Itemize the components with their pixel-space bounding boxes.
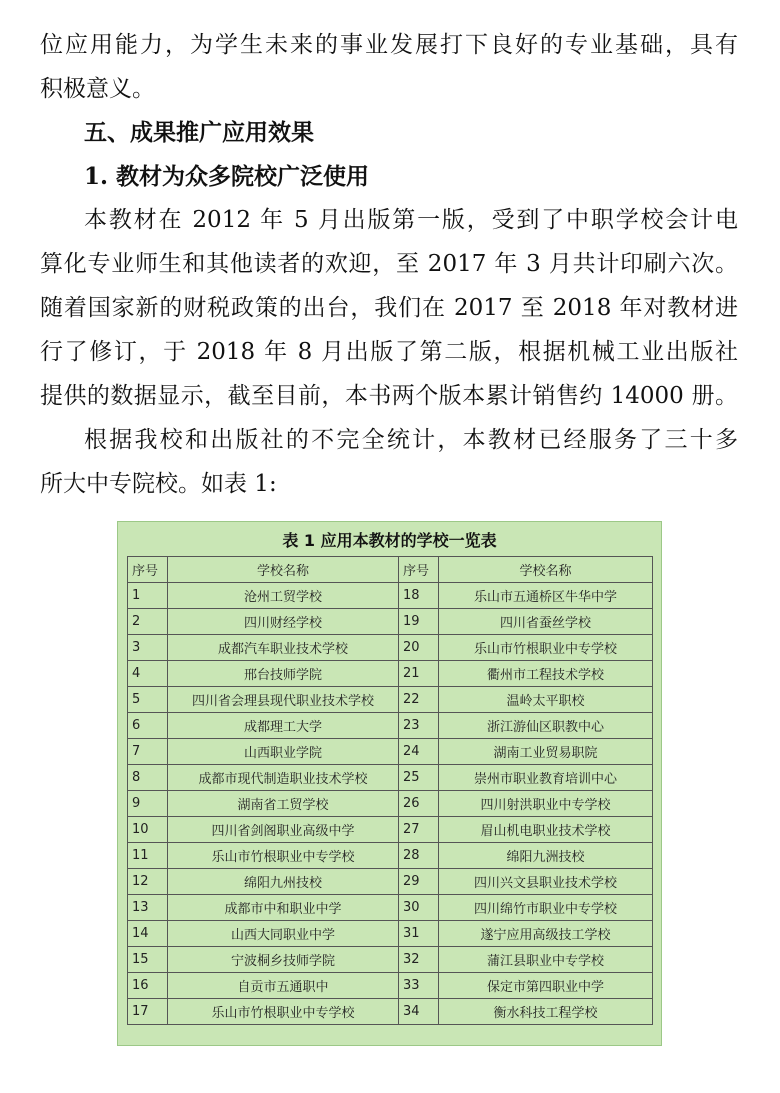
school-name-cell: 四川兴文县职业技术学校 [439, 869, 653, 895]
table-row [128, 791, 653, 817]
table-row [128, 869, 653, 895]
paragraph-line: 积极意义。 [40, 76, 155, 102]
row-number-cell: 28 [399, 843, 439, 869]
row-number-cell: 31 [399, 921, 439, 947]
table-title: 表 1 应用本教材的学校一览表 [282, 531, 497, 550]
row-number-cell: 7 [128, 739, 168, 765]
row-number-cell: 34 [399, 999, 439, 1025]
row-number-cell: 29 [399, 869, 439, 895]
table-row [128, 843, 653, 869]
school-name-cell: 山西职业学院 [168, 739, 399, 765]
header-number: 序号 [399, 557, 439, 583]
school-name-cell: 眉山机电职业技术学校 [439, 817, 653, 843]
row-number-cell: 6 [128, 713, 168, 739]
school-name-cell: 沧州工贸学校 [168, 583, 399, 609]
row-number-cell: 10 [128, 817, 168, 843]
paragraph-line: 所大中专院校。如表 1: [40, 471, 277, 497]
row-number-cell: 32 [399, 947, 439, 973]
school-name-cell: 四川射洪职业中专学校 [439, 791, 653, 817]
school-name-cell: 邢台技师学院 [168, 661, 399, 687]
section-heading: 五、成果推广应用效果 [84, 119, 314, 146]
school-name-cell: 衡水科技工程学校 [439, 999, 653, 1025]
row-number-cell: 4 [128, 661, 168, 687]
school-name-cell: 山西大同职业中学 [168, 921, 399, 947]
row-number-cell: 9 [128, 791, 168, 817]
row-number-cell: 25 [399, 765, 439, 791]
row-number-cell: 11 [128, 843, 168, 869]
row-number-cell: 30 [399, 895, 439, 921]
school-name-cell: 乐山市竹根职业中专学校 [439, 635, 653, 661]
row-number-cell: 5 [128, 687, 168, 713]
school-name-cell: 乐山市竹根职业中专学校 [168, 843, 399, 869]
school-name-cell: 成都市中和职业中学 [168, 895, 399, 921]
school-name-cell: 崇州市职业教育培训中心 [439, 765, 653, 791]
school-name-cell: 湖南工业贸易职院 [439, 739, 653, 765]
school-name-cell: 四川省蚕丝学校 [439, 609, 653, 635]
row-number-cell: 17 [128, 999, 168, 1025]
row-number-cell: 19 [399, 609, 439, 635]
schools-table-image [117, 521, 662, 1046]
school-name-cell: 四川财经学校 [168, 609, 399, 635]
table-row [128, 817, 653, 843]
school-name-cell: 乐山市竹根职业中专学校 [168, 999, 399, 1025]
table-row [128, 973, 653, 999]
table-row [128, 765, 653, 791]
school-name-cell: 湖南省工贸学校 [168, 791, 399, 817]
school-name-cell: 衢州市工程技术学校 [439, 661, 653, 687]
row-number-cell: 18 [399, 583, 439, 609]
school-name-cell: 宁波桐乡技师学院 [168, 947, 399, 973]
paragraph-line: 提供的数据显示，截至目前，本书两个版本累计销售约 14000 册。 [40, 383, 738, 409]
school-name-cell: 成都汽车职业技术学校 [168, 635, 399, 661]
row-number-cell: 27 [399, 817, 439, 843]
row-number-cell: 22 [399, 687, 439, 713]
school-name-cell: 绵阳九州技校 [168, 869, 399, 895]
row-number-cell: 20 [399, 635, 439, 661]
school-name-cell: 保定市第四职业中学 [439, 973, 653, 999]
table-row [128, 999, 653, 1025]
header-school-name: 学校名称 [168, 557, 399, 583]
school-name-cell: 温岭太平职校 [439, 687, 653, 713]
header-number: 序号 [128, 557, 168, 583]
school-name-cell: 自贡市五通职中 [168, 973, 399, 999]
row-number-cell: 12 [128, 869, 168, 895]
row-number-cell: 8 [128, 765, 168, 791]
table-row [128, 609, 653, 635]
row-number-cell: 13 [128, 895, 168, 921]
header-school-name: 学校名称 [439, 557, 653, 583]
table-row [128, 895, 653, 921]
school-name-cell: 四川省会理县现代职业技术学校 [168, 687, 399, 713]
table-row [128, 739, 653, 765]
school-name-cell: 成都市现代制造职业技术学校 [168, 765, 399, 791]
sub-heading: 1. 教材为众多院校广泛使用 [84, 163, 370, 190]
row-number-cell: 14 [128, 921, 168, 947]
paragraph-line: 根据我校和出版社的不完全统计，本教材已经服务了三十多 [84, 427, 738, 453]
table-row [128, 661, 653, 687]
table-row [128, 687, 653, 713]
school-name-cell: 绵阳九洲技校 [439, 843, 653, 869]
row-number-cell: 21 [399, 661, 439, 687]
paragraph-line: 随着国家新的财税政策的出台，我们在 2017 至 2018 年对教材进 [40, 295, 738, 321]
schools-table [127, 556, 653, 1025]
school-name-cell: 乐山市五通桥区牛华中学 [439, 583, 653, 609]
table-header-row [128, 557, 653, 583]
row-number-cell: 2 [128, 609, 168, 635]
table-body [128, 583, 653, 1025]
row-number-cell: 16 [128, 973, 168, 999]
paragraph-line: 算化专业师生和其他读者的欢迎，至 2017 年 3 月共计印刷六次。 [40, 251, 738, 277]
table-row [128, 947, 653, 973]
row-number-cell: 33 [399, 973, 439, 999]
table-row [128, 713, 653, 739]
row-number-cell: 15 [128, 947, 168, 973]
paragraph-line: 行了修订，于 2018 年 8 月出版了第二版，根据机械工业出版社 [40, 339, 738, 365]
school-name-cell: 蒲江县职业中专学校 [439, 947, 653, 973]
row-number-cell: 1 [128, 583, 168, 609]
school-name-cell: 四川绵竹市职业中专学校 [439, 895, 653, 921]
paragraph-line: 位应用能力，为学生未来的事业发展打下良好的专业基础，具有 [40, 32, 738, 58]
row-number-cell: 3 [128, 635, 168, 661]
school-name-cell: 浙江游仙区职教中心 [439, 713, 653, 739]
row-number-cell: 26 [399, 791, 439, 817]
table-row [128, 583, 653, 609]
school-name-cell: 四川省剑阁职业高级中学 [168, 817, 399, 843]
table-row [128, 635, 653, 661]
row-number-cell: 24 [399, 739, 439, 765]
paragraph-line: 本教材在 2012 年 5 月出版第一版，受到了中职学校会计电 [84, 207, 738, 233]
school-name-cell: 成都理工大学 [168, 713, 399, 739]
row-number-cell: 23 [399, 713, 439, 739]
table-row [128, 921, 653, 947]
school-name-cell: 遂宁应用高级技工学校 [439, 921, 653, 947]
